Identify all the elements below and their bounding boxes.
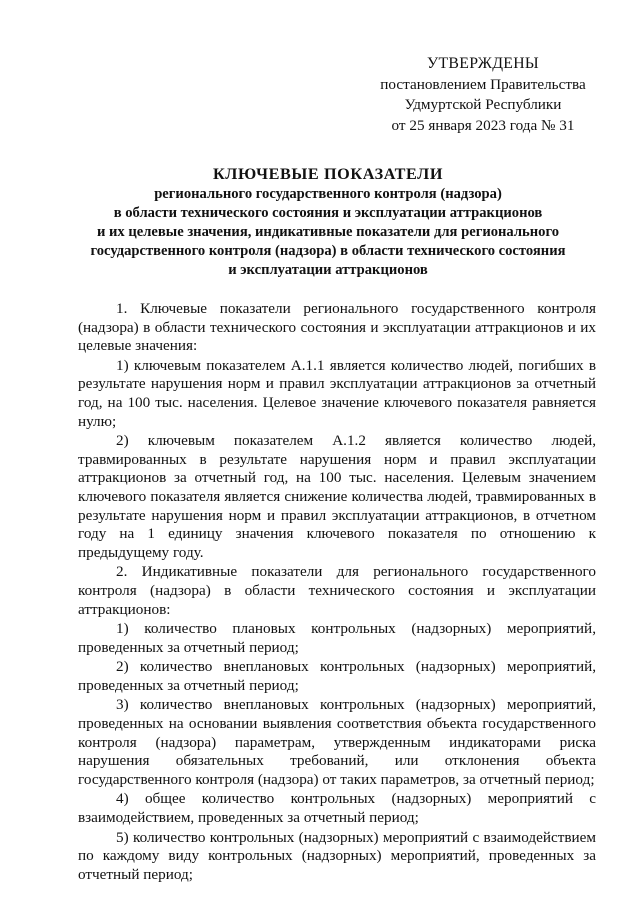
paragraph-key-indicators: 1. Ключевые показатели регионального государственного контроля (надзора) в области технического состояния и эксплуатации аттракционов и их целевые значения: — [78, 300, 596, 355]
approval-line-date: от 25 января 2023 года № 31 — [391, 116, 575, 134]
document-title — [68, 163, 588, 280]
approval-line-republic: Удмуртской Республики — [404, 96, 562, 113]
title-line-4: государственного контроля (надзора) в области технического состояния — [90, 243, 566, 259]
paragraph-indicator-a11: 1) ключевым показателем А.1.1 является количество людей, погибших в результате нарушения норм и правил эксплуатации аттракционов за отчетный год, на 100 тыс. населения. Целевое значение ключевого показателя равняется нулю; — [78, 356, 596, 430]
title-line-1: регионального государственного контроля (надзора) — [154, 186, 502, 202]
paragraph-item-1: 1) количество плановых контрольных (надзорных) мероприятий, проведенных за отчетный период; — [78, 620, 596, 656]
title-main: КЛЮЧЕВЫЕ ПОКАЗАТЕЛИ — [212, 165, 444, 183]
paragraph-item-5: 5) количество контрольных (надзорных) мероприятий с взаимодействием по каждому виду контрольных (надзорных) мероприятий, проведенных за отчетный период; — [78, 828, 596, 883]
title-line-2: в области технического состояния и эксплуатации аттракционов — [113, 205, 543, 221]
approval-heading: УТВЕРЖДЕНЫ — [426, 55, 539, 72]
paragraph-indicator-a12: 2) ключевым показателем А.1.2 является количество людей, травмированных в результате нарушения норм и правил эксплуатации аттракционов за отчетный год, на 100 тыс. населения. Целевым значением ключевого показателя является снижение количества людей, травмированных в результате нарушения норм и правил эксплуатации аттракционов, в отчетном году на 1 единицу значения ключевого показателя по отношению к предыдущему году. — [78, 432, 596, 561]
paragraph-item-3: 3) количество внеплановых контрольных (надзорных) мероприятий, проведенных на основании выявления соответствия объекта государственного контроля (надзора) параметрам, утвержденным индикаторами риска нарушения обязательных требований, или отклонения объекта государственного контроля (надзора) от таких параметров, за отчетный период; — [78, 696, 596, 788]
document-body — [78, 300, 596, 885]
paragraph-item-2: 2) количество внеплановых контрольных (надзорных) мероприятий, проведенных за отчетный период; — [78, 658, 596, 694]
paragraph-indicative-indicators: 2. Индикативные показатели для регионального государственного контроля (надзора) в области технического состояния и эксплуатации аттракционов: — [78, 563, 596, 618]
approval-stamp — [358, 54, 608, 136]
paragraph-item-4: 4) общее количество контрольных (надзорных) мероприятий с взаимодействием, проведенных за отчетный период; — [78, 790, 596, 827]
approval-line-resolution: постановлением Правительства — [380, 75, 586, 93]
title-line-5: и эксплуатации аттракционов — [228, 262, 428, 278]
title-line-3: и их целевые значения, индикативные показатели для регионального — [96, 224, 560, 240]
